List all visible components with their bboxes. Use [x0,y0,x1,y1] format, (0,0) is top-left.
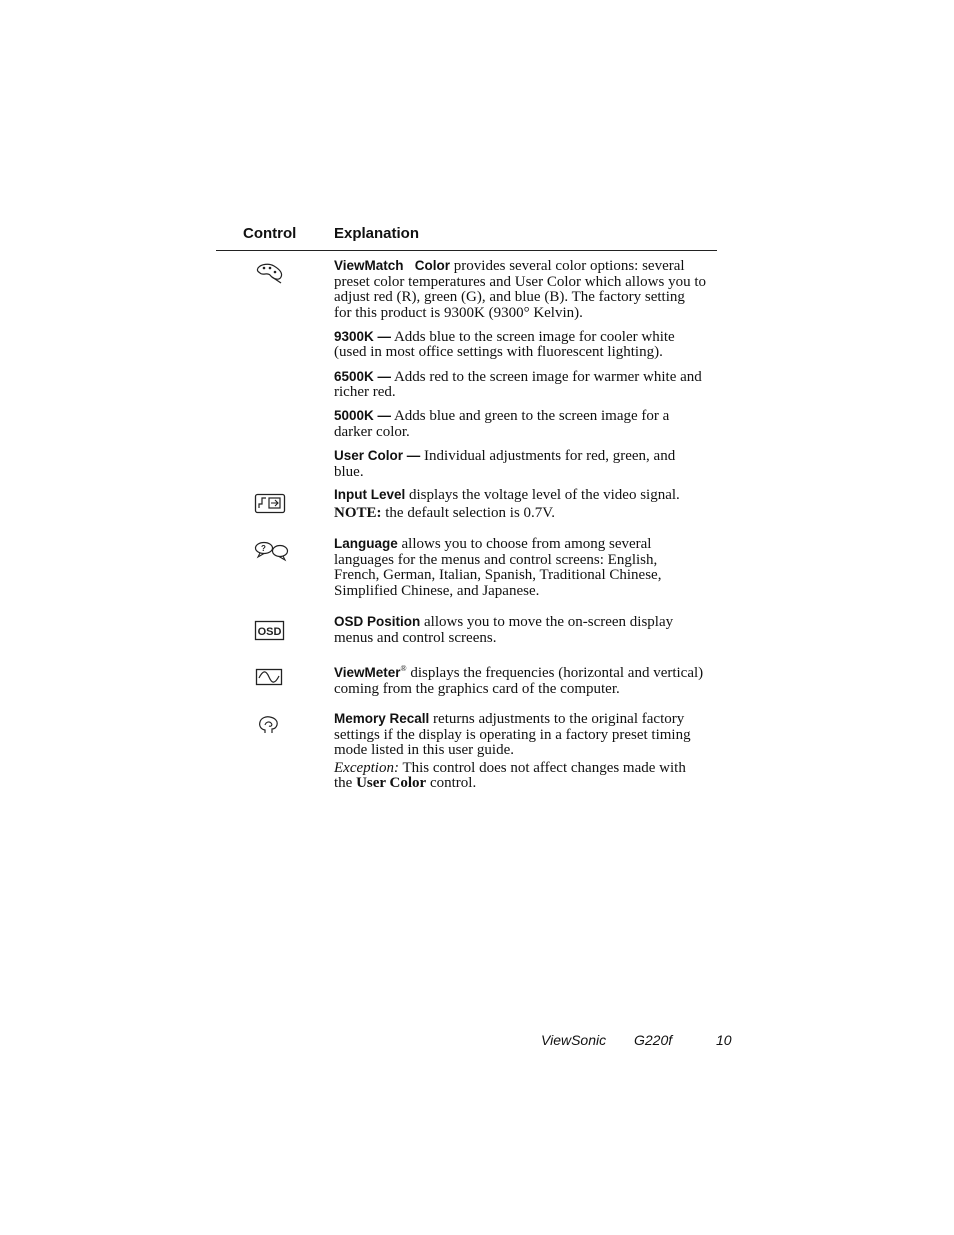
option-9300k [334,329,706,361]
memory-recall-label: Memory Recall [334,711,430,726]
row-memory-recall [334,711,706,799]
option-user-color-text: Individual adjustments for red, green, and blue. [334,447,676,480]
osd-position-label: OSD Position [334,614,421,629]
exception-user-color: User Color [356,775,427,792]
option-5000k-label: 5000K — [334,408,392,424]
memory-recall-icon [254,715,286,737]
row-viewmatch-color [334,258,706,488]
option-6500k [334,369,706,401]
viewmeter-text: displays the frequencies (horizontal and vertical) coming from the graphics card of the computer. [334,665,704,697]
color-palette-icon [254,262,286,284]
registered-mark: ® [400,664,407,673]
option-user-color [334,448,706,480]
viewmeter-paragraph [334,665,706,697]
exception-end: control. [426,775,477,792]
osd-position-paragraph [334,614,706,646]
option-6500k-label: 6500K — [334,368,392,384]
input-level-icon [254,493,286,515]
option-9300k-text: Adds blue to the screen image for cooler white (used in most office settings with fluorescent lighting). [334,328,675,361]
option-5000k-text: Adds blue and green to the screen image for a darker color. [334,408,670,440]
osd-position-icon [254,620,286,642]
column-header-explanation: Explanation [334,225,420,242]
svg-text:?: ? [261,544,266,553]
viewmatch-color-paragraph [334,258,706,321]
option-9300k-label: 9300K — [334,328,392,344]
viewmeter-label: ViewMeter [334,665,401,680]
input-level-note [334,506,706,522]
input-level-label: Input Level [334,487,406,502]
row-osd-position [334,614,706,654]
language-text: allows you to choose from among several languages for the menus and control screens: English, French, German, Italian, Spanish, Traditional Chinese, Simplified Chinese, and Japanese. [334,536,662,599]
language-label: Language [334,536,398,551]
footer-model: G220f [634,1032,673,1048]
column-header-control: Control [243,225,297,242]
language-paragraph [334,536,706,599]
viewmatch-color-label: ViewMatch Color [334,258,451,273]
row-input-level [334,487,706,529]
memory-recall-exception [334,761,706,792]
osd-icon-text: OSD [257,626,282,638]
exception-label: Exception: [334,759,399,776]
viewmeter-icon [254,667,286,689]
note-text: the default selection is 0.7V. [381,504,555,521]
header-rule [216,250,717,251]
input-level-text: displays the voltage level of the video signal. [405,487,680,503]
input-level-paragraph [334,487,706,504]
footer-brand: ViewSonic [541,1032,607,1048]
option-user-color-label: User Color — [334,447,421,463]
language-icon [254,540,286,562]
row-language [334,536,706,607]
exception-text: This control does not affect changes made with the [334,759,686,792]
footer-page-number: 10 [716,1032,732,1048]
viewmatch-color-text: provides several color options: several preset color temperatures and User Color which allows you to adjust red (R), green (G), and blue (B). The factory setting for this product is 9300K (9300° Kelvin). [334,258,706,321]
option-6500k-text: Adds red to the screen image for warmer white and richer red. [334,368,702,401]
note-label: NOTE: [334,504,382,521]
osd-position-text: allows you to move the on-screen display menus and control screens. [334,614,674,646]
row-viewmeter [334,665,706,705]
memory-recall-text: returns adjustments to the original factory settings if the display is operating in a factory preset timing mode listed in this user guide. [334,711,691,759]
option-5000k [334,408,706,440]
memory-recall-paragraph [334,711,706,759]
